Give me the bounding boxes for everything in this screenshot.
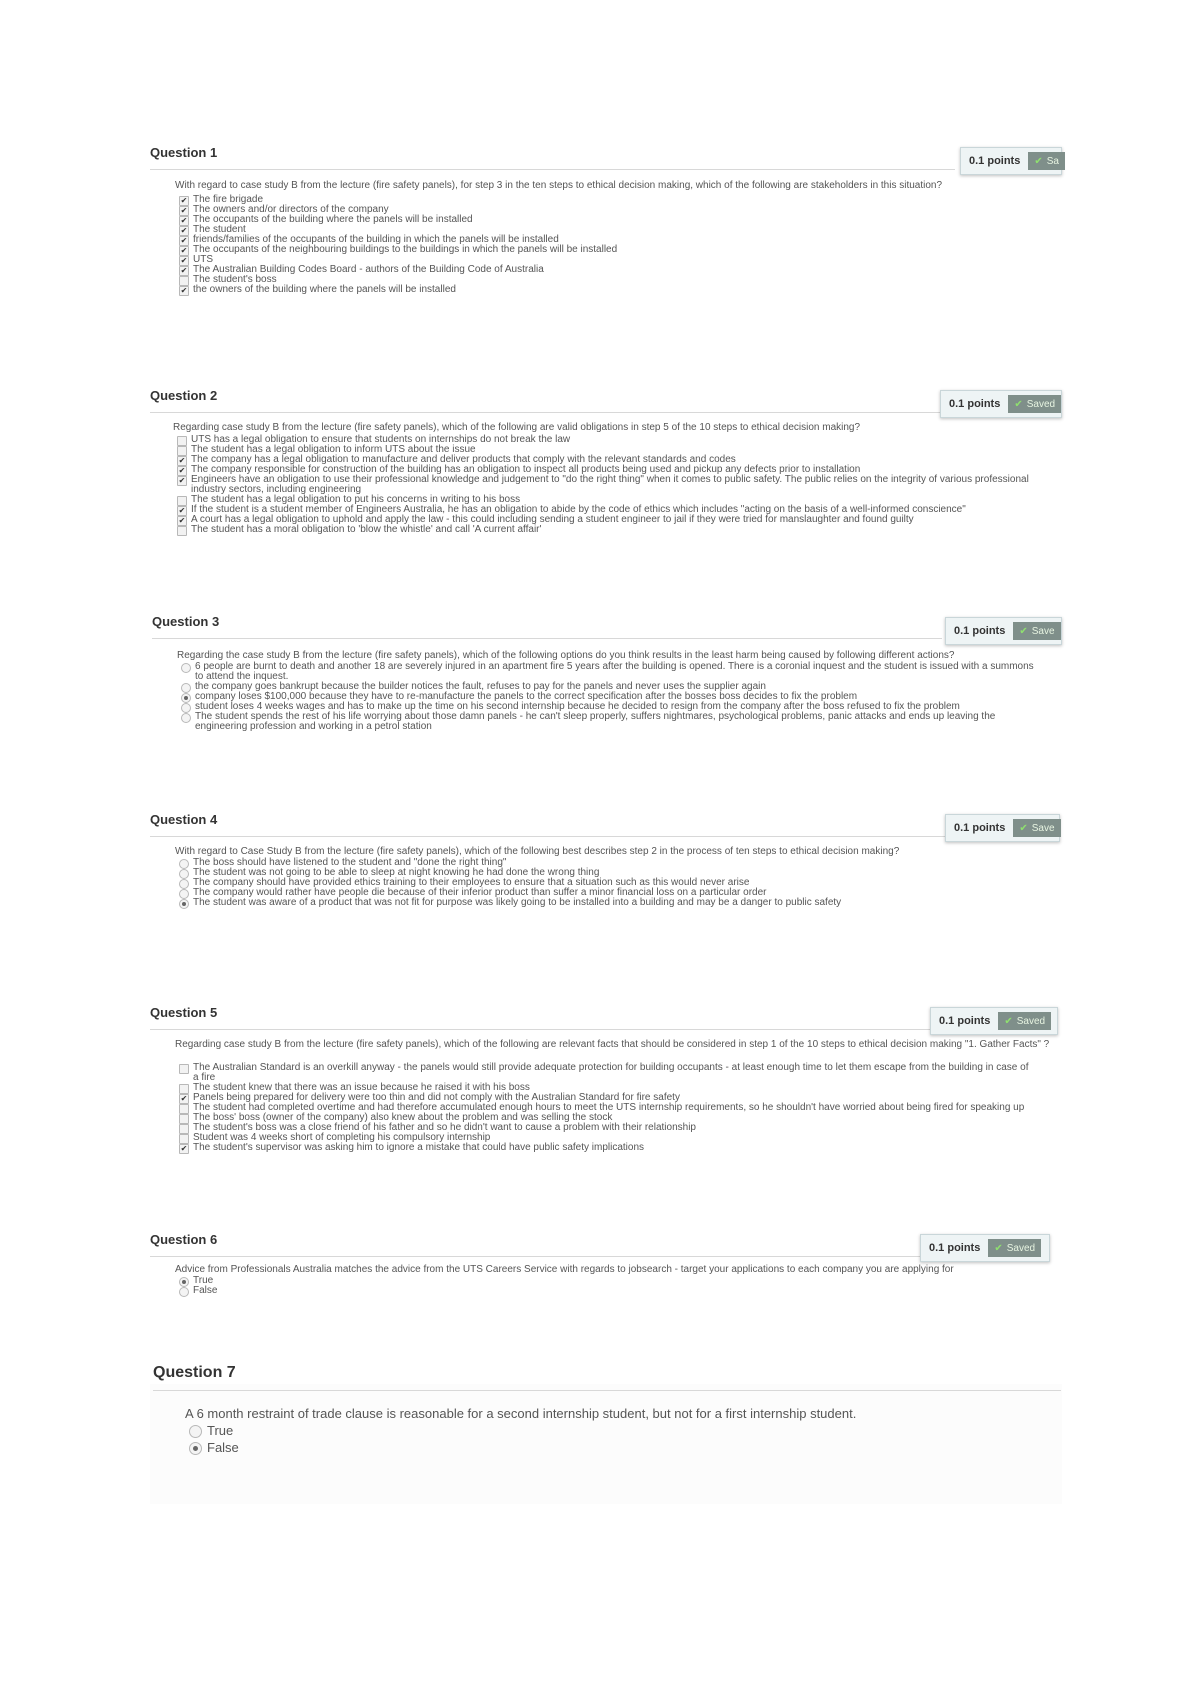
checkbox-checked-icon[interactable]: ✔ (180, 226, 188, 235)
option-label: friends/families of the occupants of the building in which the panels will be installed (193, 234, 559, 245)
checkbox-option[interactable] (175, 265, 1035, 275)
points-label: 0.1 points (969, 155, 1021, 167)
option-label: Engineers have an obligation to use their professional knowledge and judgement to "do the right thing" when it comes to public safety. The public relies on the integrity of various professional industry sectors, including engineering (191, 474, 1029, 495)
option-label: The boss should have listened to the student and "done the right thing" (193, 857, 507, 868)
radio-selected-icon[interactable] (179, 899, 189, 909)
options-list (173, 435, 1033, 535)
saved-badge: ✔ Save (1013, 819, 1060, 837)
checkbox-unchecked-icon[interactable] (179, 1064, 189, 1074)
option-label: the owners of the building where the panels will be installed (193, 284, 456, 295)
question-title: Question 5 (150, 1005, 218, 1020)
option-label: The student has a legal obligation to put his concerns in writing to his boss (191, 494, 521, 505)
checkbox-option[interactable] (175, 215, 1035, 225)
option-label: A court has a legal obligation to uphold and apply the law - this could including sending a student engineer to jail if they were tried for manslaughter and found guilty (191, 514, 914, 525)
checkbox-option[interactable] (175, 1143, 1035, 1153)
checkbox-checked-icon[interactable]: ✔ (178, 466, 186, 475)
checkbox-checked-icon[interactable]: ✔ (180, 266, 188, 275)
option-label: The student has a moral obligation to 'blow the whistle' and call 'A current affair' (191, 524, 542, 535)
points-label: 0.1 points (954, 822, 1006, 834)
radio-option[interactable] (185, 1422, 385, 1439)
question-header (150, 1232, 920, 1257)
checkbox-checked-icon[interactable]: ✔ (178, 476, 186, 485)
option-label: UTS (193, 254, 213, 265)
option-label: The Australian Building Codes Board - authors of the Building Code of Australia (193, 264, 544, 275)
checkbox-checked-icon[interactable]: ✔ (180, 246, 188, 255)
option-label: The student (193, 224, 246, 235)
option-label: 6 people are burnt to death and another 18 are severely injured in an apartment fire 5 years after the building is opened. There is a coronial inquest and the student is issued with a summons to attend the inquest. (195, 661, 1034, 682)
question-title: Question 3 (152, 614, 220, 629)
checkbox-checked-icon[interactable]: ✔ (178, 456, 186, 465)
checkbox-option[interactable] (175, 245, 1035, 255)
question-text: Advice from Professionals Australia matches the advice from the UTS Careers Service with regards to jobsearch - target your applications to each company you are applying for (175, 1264, 954, 1275)
question-title: Question 2 (150, 388, 218, 403)
option-label: The student had completed overtime and had therefore accumulated enough hours to meet the UTS internship requirements, so he shouldn't have worried about being fired for speaking up (193, 1102, 1025, 1113)
option-label: The student spends the rest of his life worrying about those damn panels - he can't sleep properly, suffers nightmares, psychological problems, panic attacks and ends up leaving the engineering profession and working in a petrol station (195, 711, 996, 732)
option-label: Panels being prepared for delivery were too thin and did not comply with the Australian Standard for fire safety (193, 1092, 680, 1103)
options-list (177, 662, 1037, 732)
option-label: True (193, 1275, 214, 1286)
option-label: The student has a legal obligation to inform UTS about the issue (191, 444, 476, 455)
option-label: If the student is a student member of Engineers Australia, he has an obligation to abide by the code of ethics which includes "acting on the basis of a well-informed conscience" (191, 504, 966, 515)
option-label: The student's boss was a close friend of his father and so he didn't want to cause a problem with their relationship (193, 1122, 696, 1133)
checkbox-option[interactable] (175, 1063, 1035, 1083)
option-label: The company should have provided ethics training to their employees to ensure that a situation such as this would never arise (193, 877, 750, 888)
option-label: False (193, 1285, 218, 1296)
radio-unselected-icon[interactable] (179, 1287, 189, 1297)
option-label: False (207, 1440, 239, 1455)
checkbox-checked-icon[interactable]: ✔ (178, 516, 186, 525)
question-header (150, 145, 955, 170)
question-text: Regarding the case study B from the lecture (fire safety panels), which of the following options do you think results in the least harm being caused by following different actions? (177, 650, 955, 661)
checkbox-checked-icon[interactable]: ✔ (180, 196, 188, 205)
check-icon: ✔ (1014, 398, 1023, 410)
option-label: The occupants of the neighbouring buildings to the buildings in which the panels will be installed (193, 244, 618, 255)
option-label: The boss' boss (owner of the company) also knew about the problem and was selling the stock (193, 1112, 613, 1123)
check-icon: ✔ (1004, 1015, 1013, 1027)
question-header (153, 1364, 1061, 1391)
option-label: The owners and/or directors of the company (193, 204, 389, 215)
saved-badge: ✔ Save (1013, 622, 1060, 640)
checkbox-checked-icon[interactable]: ✔ (180, 1094, 188, 1103)
checkbox-checked-icon[interactable]: ✔ (180, 206, 188, 215)
check-icon: ✔ (994, 1242, 1003, 1254)
radio-option[interactable] (177, 662, 1037, 682)
question-header (150, 1005, 930, 1030)
option-label: Student was 4 weeks short of completing his compulsory internship (193, 1132, 491, 1143)
option-label: The fire brigade (193, 194, 264, 205)
saved-badge: ✔ Saved (1008, 395, 1061, 413)
points-box (945, 617, 1062, 645)
check-icon: ✔ (1019, 625, 1028, 637)
question-title: Question 4 (150, 812, 218, 827)
option-label: The company has a legal obligation to manufacture and deliver products that comply with the relevant standards and codes (191, 454, 736, 465)
checkbox-option[interactable] (173, 525, 1033, 535)
options-list (175, 858, 1035, 908)
radio-option[interactable] (177, 712, 1037, 732)
radio-option[interactable] (185, 1439, 385, 1456)
radio-option[interactable] (175, 1286, 375, 1296)
points-box (940, 390, 1062, 418)
question-text: With regard to case study B from the lecture (fire safety panels), for step 3 in the ten steps to ethical decision making, which of the following are stakeholders in this situation? (175, 180, 943, 191)
option-label: The Australian Standard is an overkill anyway - the panels would still provide adequate protection for building occupants - at least enough time to let them escape from the building in case of a fire (193, 1062, 1029, 1083)
question-text: Regarding case study B from the lecture (fire safety panels), which of the following are relevant facts that should be considered in step 1 of the 10 steps to ethical decision making "1. Gather Facts" ? (175, 1039, 1050, 1050)
saved-badge: ✔ Saved (998, 1012, 1051, 1030)
checkbox-checked-icon[interactable]: ✔ (180, 256, 188, 265)
points-box (920, 1234, 1050, 1262)
question-header (152, 614, 942, 639)
checkbox-checked-icon[interactable]: ✔ (180, 216, 188, 225)
option-label: The company would rather have people die because of their inferior product than suffer a minor financial loss on a particular order (193, 887, 767, 898)
checkbox-checked-icon[interactable]: ✔ (178, 506, 186, 515)
option-label: The company responsible for construction of the building has an obligation to inspect all products being used and pickup any defects prior to installation (191, 464, 861, 475)
option-label: The student knew that there was an issue because he raised it with his boss (193, 1082, 530, 1093)
checkbox-checked-icon[interactable]: ✔ (180, 1144, 188, 1153)
question-text: A 6 month restraint of trade clause is reasonable for a second internship student, but not for a first internship student. (185, 1406, 857, 1421)
question-header (150, 812, 945, 837)
question-text: With regard to Case Study B from the lecture (fire safety panels), which of the following best describes step 2 in the process of ten steps to ethical decision making? (175, 846, 900, 857)
question-title: Question 1 (150, 145, 218, 160)
points-box (945, 814, 1060, 842)
option-label: The student's supervisor was asking him to ignore a mistake that could have public safety implications (193, 1142, 645, 1153)
checkbox-checked-icon[interactable]: ✔ (180, 286, 188, 295)
question-title: Question 7 (153, 1364, 236, 1381)
question-header (150, 388, 940, 413)
option-label: The student was not going to be able to sleep at night knowing he had done the wrong thing (193, 867, 600, 878)
check-icon: ✔ (1019, 822, 1028, 834)
option-label: True (207, 1423, 234, 1438)
points-label: 0.1 points (954, 625, 1006, 637)
radio-unselected-icon[interactable] (189, 1425, 202, 1438)
points-box (960, 147, 1062, 175)
checkbox-option[interactable] (173, 475, 1033, 495)
options-list (175, 1276, 375, 1296)
options-list (175, 1063, 1035, 1153)
saved-badge: ✔ Sa (1028, 152, 1065, 170)
option-label: company loses $100,000 because they have to re-manufacture the panels to the correct specification after the bosses boss decides to fix the problem (195, 691, 858, 702)
question-title: Question 6 (150, 1232, 218, 1247)
option-label: student loses 4 weeks wages and has to make up the time on his second internship because he decided to resign from the company after the boss refused to fix the problem (195, 701, 960, 712)
radio-option[interactable] (175, 898, 1035, 908)
points-label: 0.1 points (929, 1242, 981, 1254)
radio-selected-icon[interactable] (189, 1442, 202, 1455)
checkbox-unchecked-icon[interactable] (177, 526, 187, 536)
points-label: 0.1 points (949, 398, 1001, 410)
points-label: 0.1 points (939, 1015, 991, 1027)
check-icon: ✔ (1034, 155, 1043, 167)
radio-unselected-icon[interactable] (181, 713, 191, 723)
option-label: The student's boss (193, 274, 277, 285)
option-label: UTS has a legal obligation to ensure that students on internships do not break the law (191, 434, 571, 445)
saved-badge: ✔ Saved (988, 1239, 1041, 1257)
options-list (175, 195, 1035, 295)
option-label: the company goes bankrupt because the builder notices the fault, refuses to pay for the panels and never uses the supplier again (195, 681, 766, 692)
radio-unselected-icon[interactable] (181, 663, 191, 673)
options-list (185, 1422, 385, 1456)
checkbox-option[interactable] (175, 285, 1035, 295)
option-label: The occupants of the building where the panels will be installed (193, 214, 473, 225)
points-box (930, 1007, 1058, 1035)
option-label: The student was aware of a product that was not fit for purpose was likely going to be installed into a building and may be a danger to public safety (193, 897, 842, 908)
checkbox-checked-icon[interactable]: ✔ (180, 236, 188, 245)
question-text: Regarding case study B from the lecture (fire safety panels), which of the following are valid obligations in step 5 of the 10 steps to ethical decision making? (173, 422, 861, 433)
